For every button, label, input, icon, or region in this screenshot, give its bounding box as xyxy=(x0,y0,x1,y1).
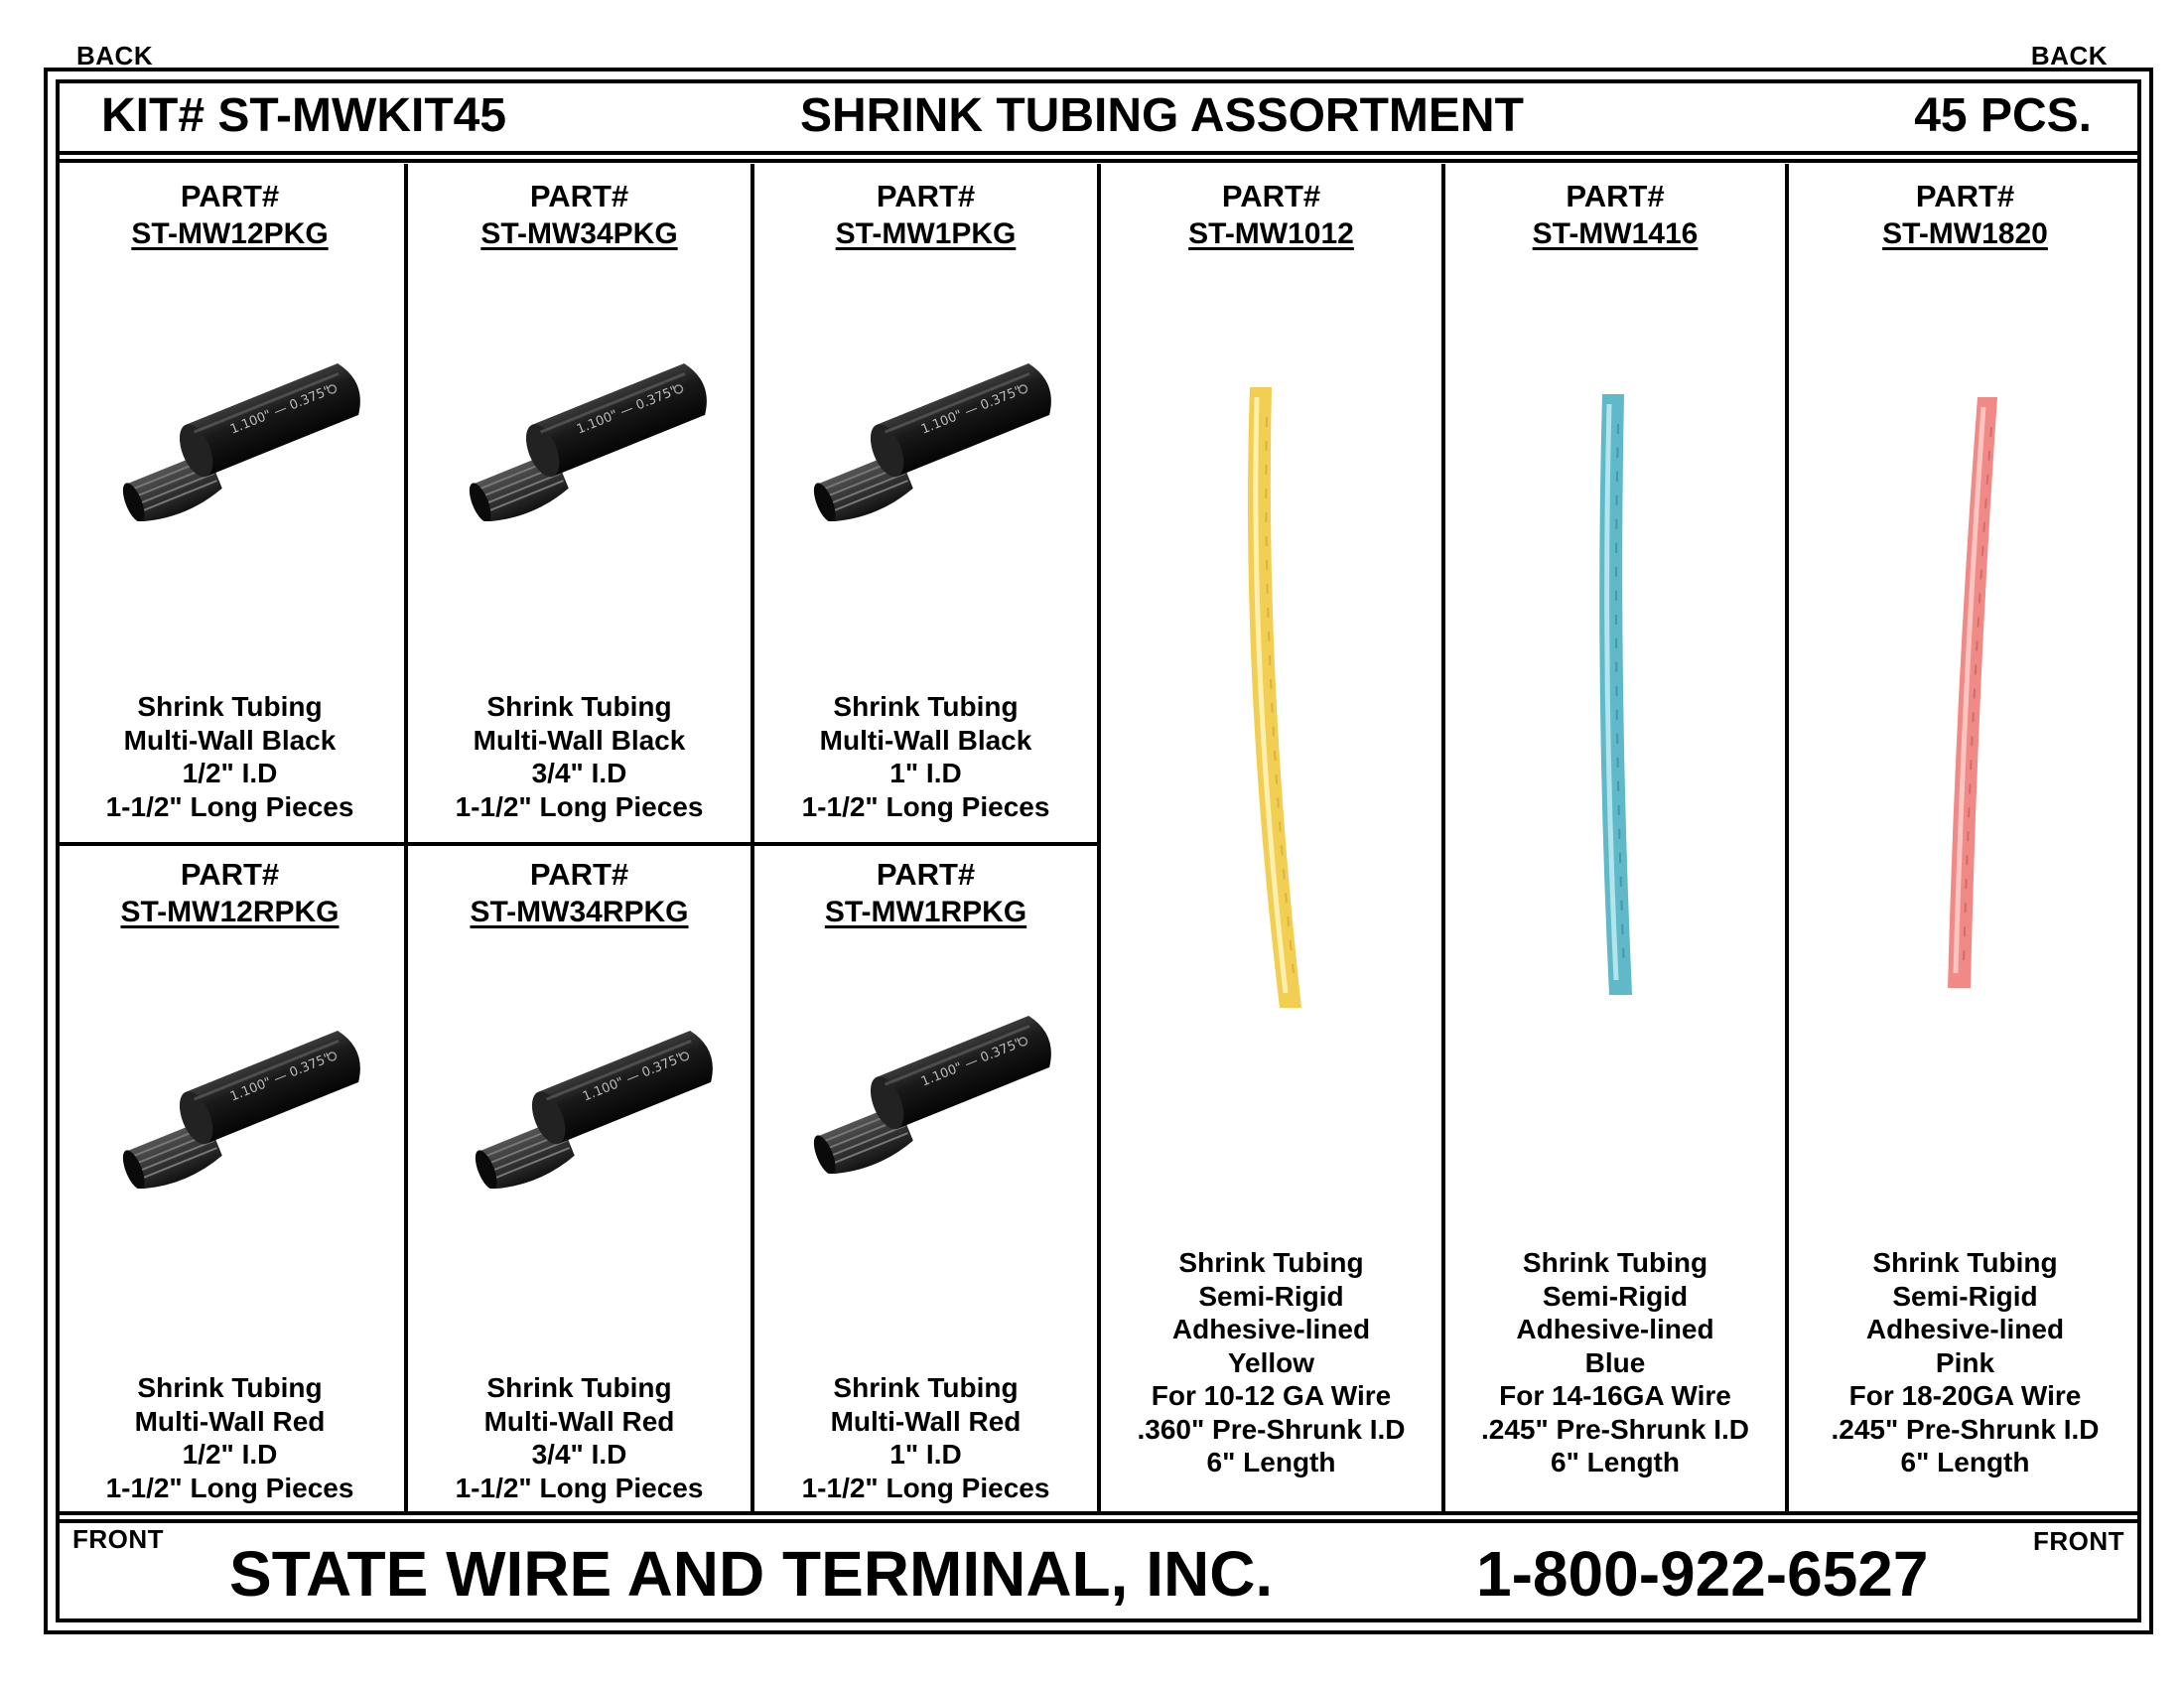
part-number: ST-MW1416 xyxy=(1532,217,1699,250)
part-description: Shrink Tubing Semi-Rigid Adhesive-lined Yellow For 10-12 GA Wire .360" Pre-Shrunk I.D 6" Length xyxy=(1137,1247,1406,1477)
front-label-right: FRONT xyxy=(2032,1526,2124,1556)
part-number: ST-MW12PKG xyxy=(131,217,329,250)
part-label: PART# xyxy=(876,857,976,892)
part-cell xyxy=(1445,164,1785,1514)
part-label: PART# xyxy=(529,179,629,213)
part-cell xyxy=(754,164,1097,842)
part-label: PART# xyxy=(180,857,280,892)
part-description: Shrink Tubing Multi-Wall Black 3/4" I.D 1-1/2" Long Pieces xyxy=(455,691,704,822)
part-description: Shrink Tubing Multi-Wall Red 1/2" I.D 1-1/2" Long Pieces xyxy=(105,1372,354,1503)
part-cell xyxy=(1789,164,2141,1514)
part-label: PART# xyxy=(1221,179,1321,213)
black-tube-image xyxy=(784,995,1082,1174)
part-label: PART# xyxy=(180,179,280,213)
part-cell xyxy=(56,164,404,842)
part-label: PART# xyxy=(1566,179,1665,213)
part-label: PART# xyxy=(876,179,976,213)
parts-grid xyxy=(56,164,2141,1514)
back-label-left: BACK xyxy=(76,41,154,70)
part-description: Shrink Tubing Multi-Wall Red 3/4" I.D 1-1/2" Long Pieces xyxy=(455,1372,704,1503)
front-label-left: FRONT xyxy=(72,1524,165,1554)
yellow-tube-image xyxy=(1210,377,1329,1023)
phone-number: 1-800-922-6527 xyxy=(1476,1538,1929,1610)
blue-tube-image xyxy=(1555,384,1674,1010)
part-number: ST-MW1PKG xyxy=(835,217,1017,250)
pink-tube-image xyxy=(1906,387,2025,1003)
part-label: PART# xyxy=(1915,179,2015,213)
part-number: ST-MW34PKG xyxy=(480,217,678,250)
assortment-title: SHRINK TUBING ASSORTMENT xyxy=(800,89,1524,142)
part-label: PART# xyxy=(529,857,629,892)
header-rule xyxy=(60,151,2137,155)
part-description: Shrink Tubing Multi-Wall Black 1" I.D 1-1/2" Long Pieces xyxy=(801,691,1050,822)
black-tube-image xyxy=(440,343,738,521)
part-cell xyxy=(408,846,751,1514)
part-number: ST-MW1820 xyxy=(1882,217,2048,250)
company-name: STATE WIRE AND TERMINAL, INC. xyxy=(229,1538,1274,1610)
part-number: ST-MW12RPKG xyxy=(120,896,340,928)
part-cell xyxy=(408,164,751,842)
piece-count: 45 PCS. xyxy=(1914,89,2092,142)
part-cell xyxy=(754,846,1097,1514)
part-description: Shrink Tubing Semi-Rigid Adhesive-lined Blue For 14-16GA Wire .245" Pre-Shrunk I.D 6" Length xyxy=(1480,1247,1750,1477)
header-rule-double xyxy=(60,159,2137,163)
part-description: Shrink Tubing Multi-Wall Red 1" I.D 1-1/2" Long Pieces xyxy=(801,1372,1050,1503)
part-description: Shrink Tubing Semi-Rigid Adhesive-lined Pink For 18-20GA Wire .245" Pre-Shrunk I.D 6" Length xyxy=(1831,1247,2100,1477)
header xyxy=(60,83,2137,151)
part-cell xyxy=(56,846,404,1514)
part-cell xyxy=(1101,164,1441,1514)
part-description: Shrink Tubing Multi-Wall Black 1/2" I.D 1-1/2" Long Pieces xyxy=(105,691,354,822)
black-tube-image xyxy=(784,343,1082,521)
tube-body xyxy=(1948,397,1997,988)
black-tube-image xyxy=(446,1010,744,1189)
black-tube-image xyxy=(93,1010,391,1189)
part-number: ST-MW1012 xyxy=(1188,217,1354,250)
part-number: ST-MW1RPKG xyxy=(824,896,1027,928)
kit-number: KIT# ST-MWKIT45 xyxy=(101,89,507,142)
part-number: ST-MW34RPKG xyxy=(470,896,689,928)
back-label-right: BACK xyxy=(2030,41,2108,70)
footer xyxy=(60,1515,2137,1618)
black-tube-image xyxy=(93,343,391,521)
